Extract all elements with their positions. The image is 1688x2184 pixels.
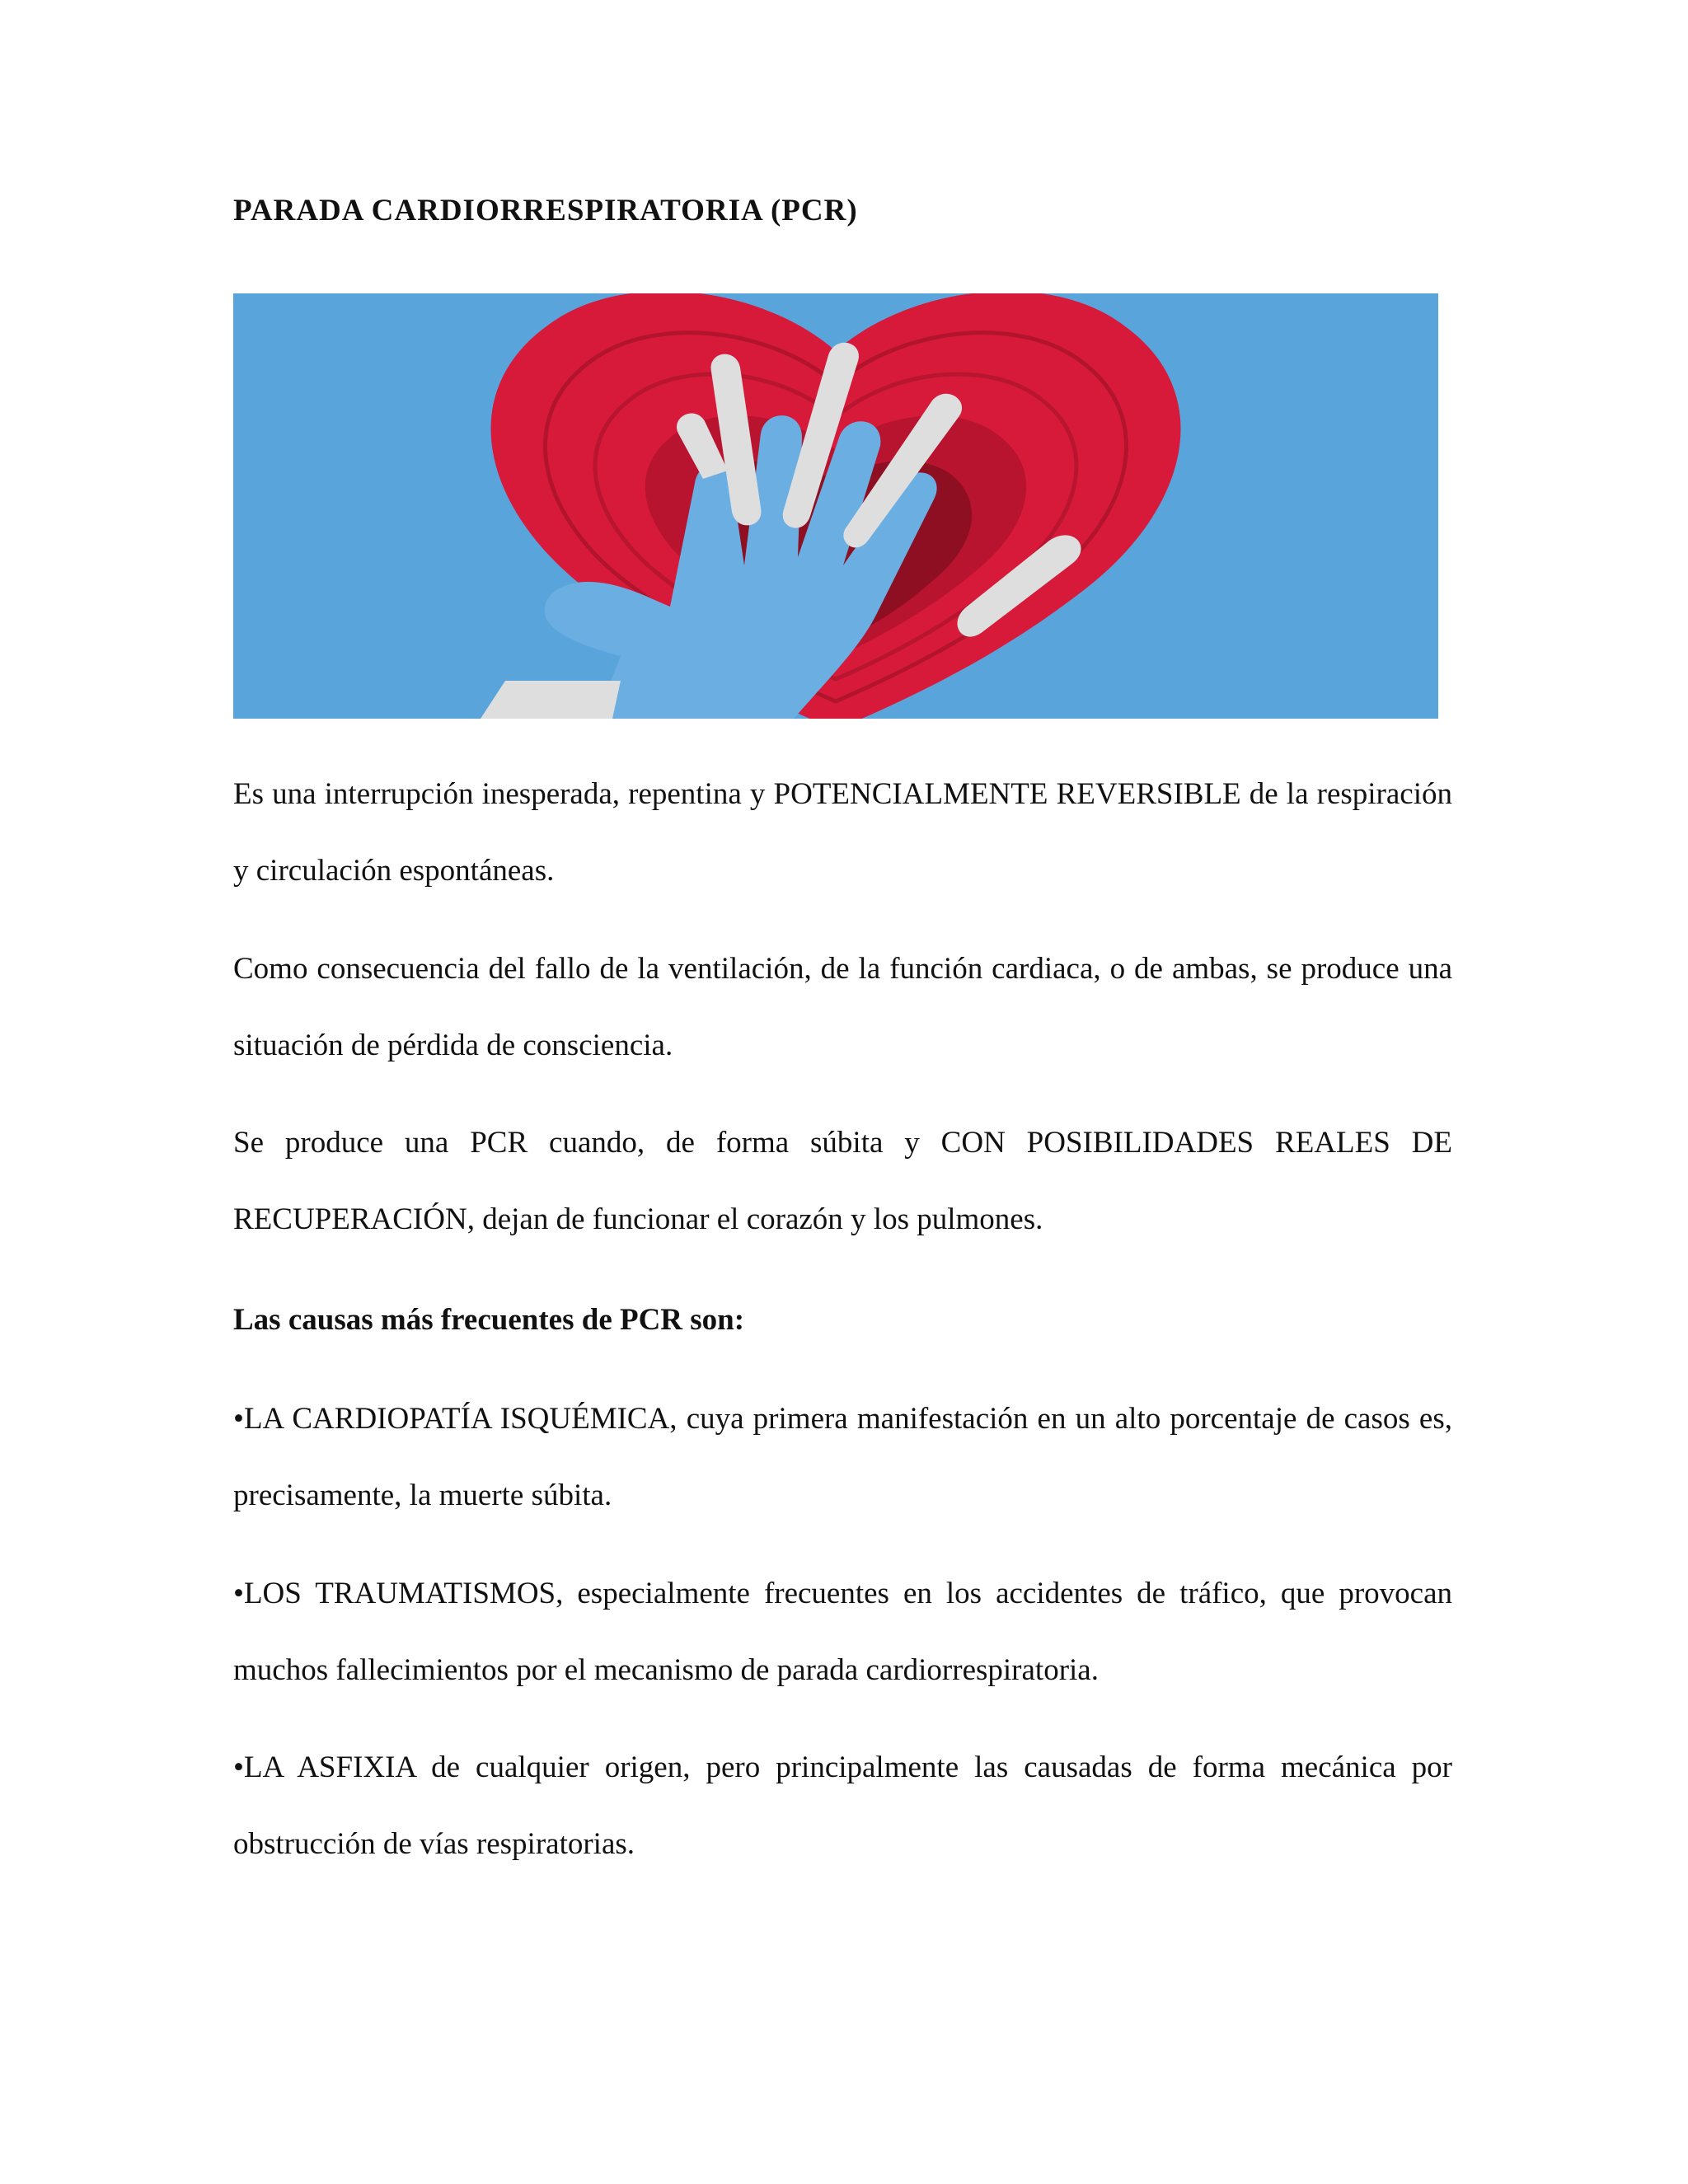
paragraph-consequence: Como consecuencia del fallo de la ventilación, de la función cardiaca, o de ambas, se produce una situación de pérdida de consciencia.: [233, 952, 1452, 1062]
heart-hand-illustration: [233, 293, 1438, 719]
cause-item: •LA ASFIXIA de cualquier origen, pero principalmente las causadas de forma mecánica por obstrucción de vías respiratorias.: [233, 1750, 1452, 1861]
cause-item: •LA CARDIOPATÍA ISQUÉMICA, cuya primera manifestación en un alto porcentaje de casos es, precisamente, la muerte súbita.: [233, 1402, 1452, 1512]
cause-item: •LOS TRAUMATISMOS, especialmente frecuentes en los accidentes de tráfico, que provocan muchos fallecimientos por el mecanismo de parada cardiorrespiratoria.: [233, 1577, 1452, 1687]
paragraph-definition: Es una interrupción inesperada, repentina y POTENCIALMENTE REVERSIBLE de la respiración y circulación espontáneas.: [233, 777, 1452, 888]
document-title: PARADA CARDIORRESPIRATORIA (PCR): [233, 194, 858, 227]
heart-hand-icon: [233, 293, 1438, 719]
paragraph-pcr-occurrence: Se produce una PCR cuando, de forma súbita y CON POSIBILIDADES REALES DE RECUPERACIÓN, dejan de funcionar el corazón y los pulmones.: [233, 1126, 1452, 1236]
causes-heading: Las causas más frecuentes de PCR son:: [233, 1303, 745, 1337]
